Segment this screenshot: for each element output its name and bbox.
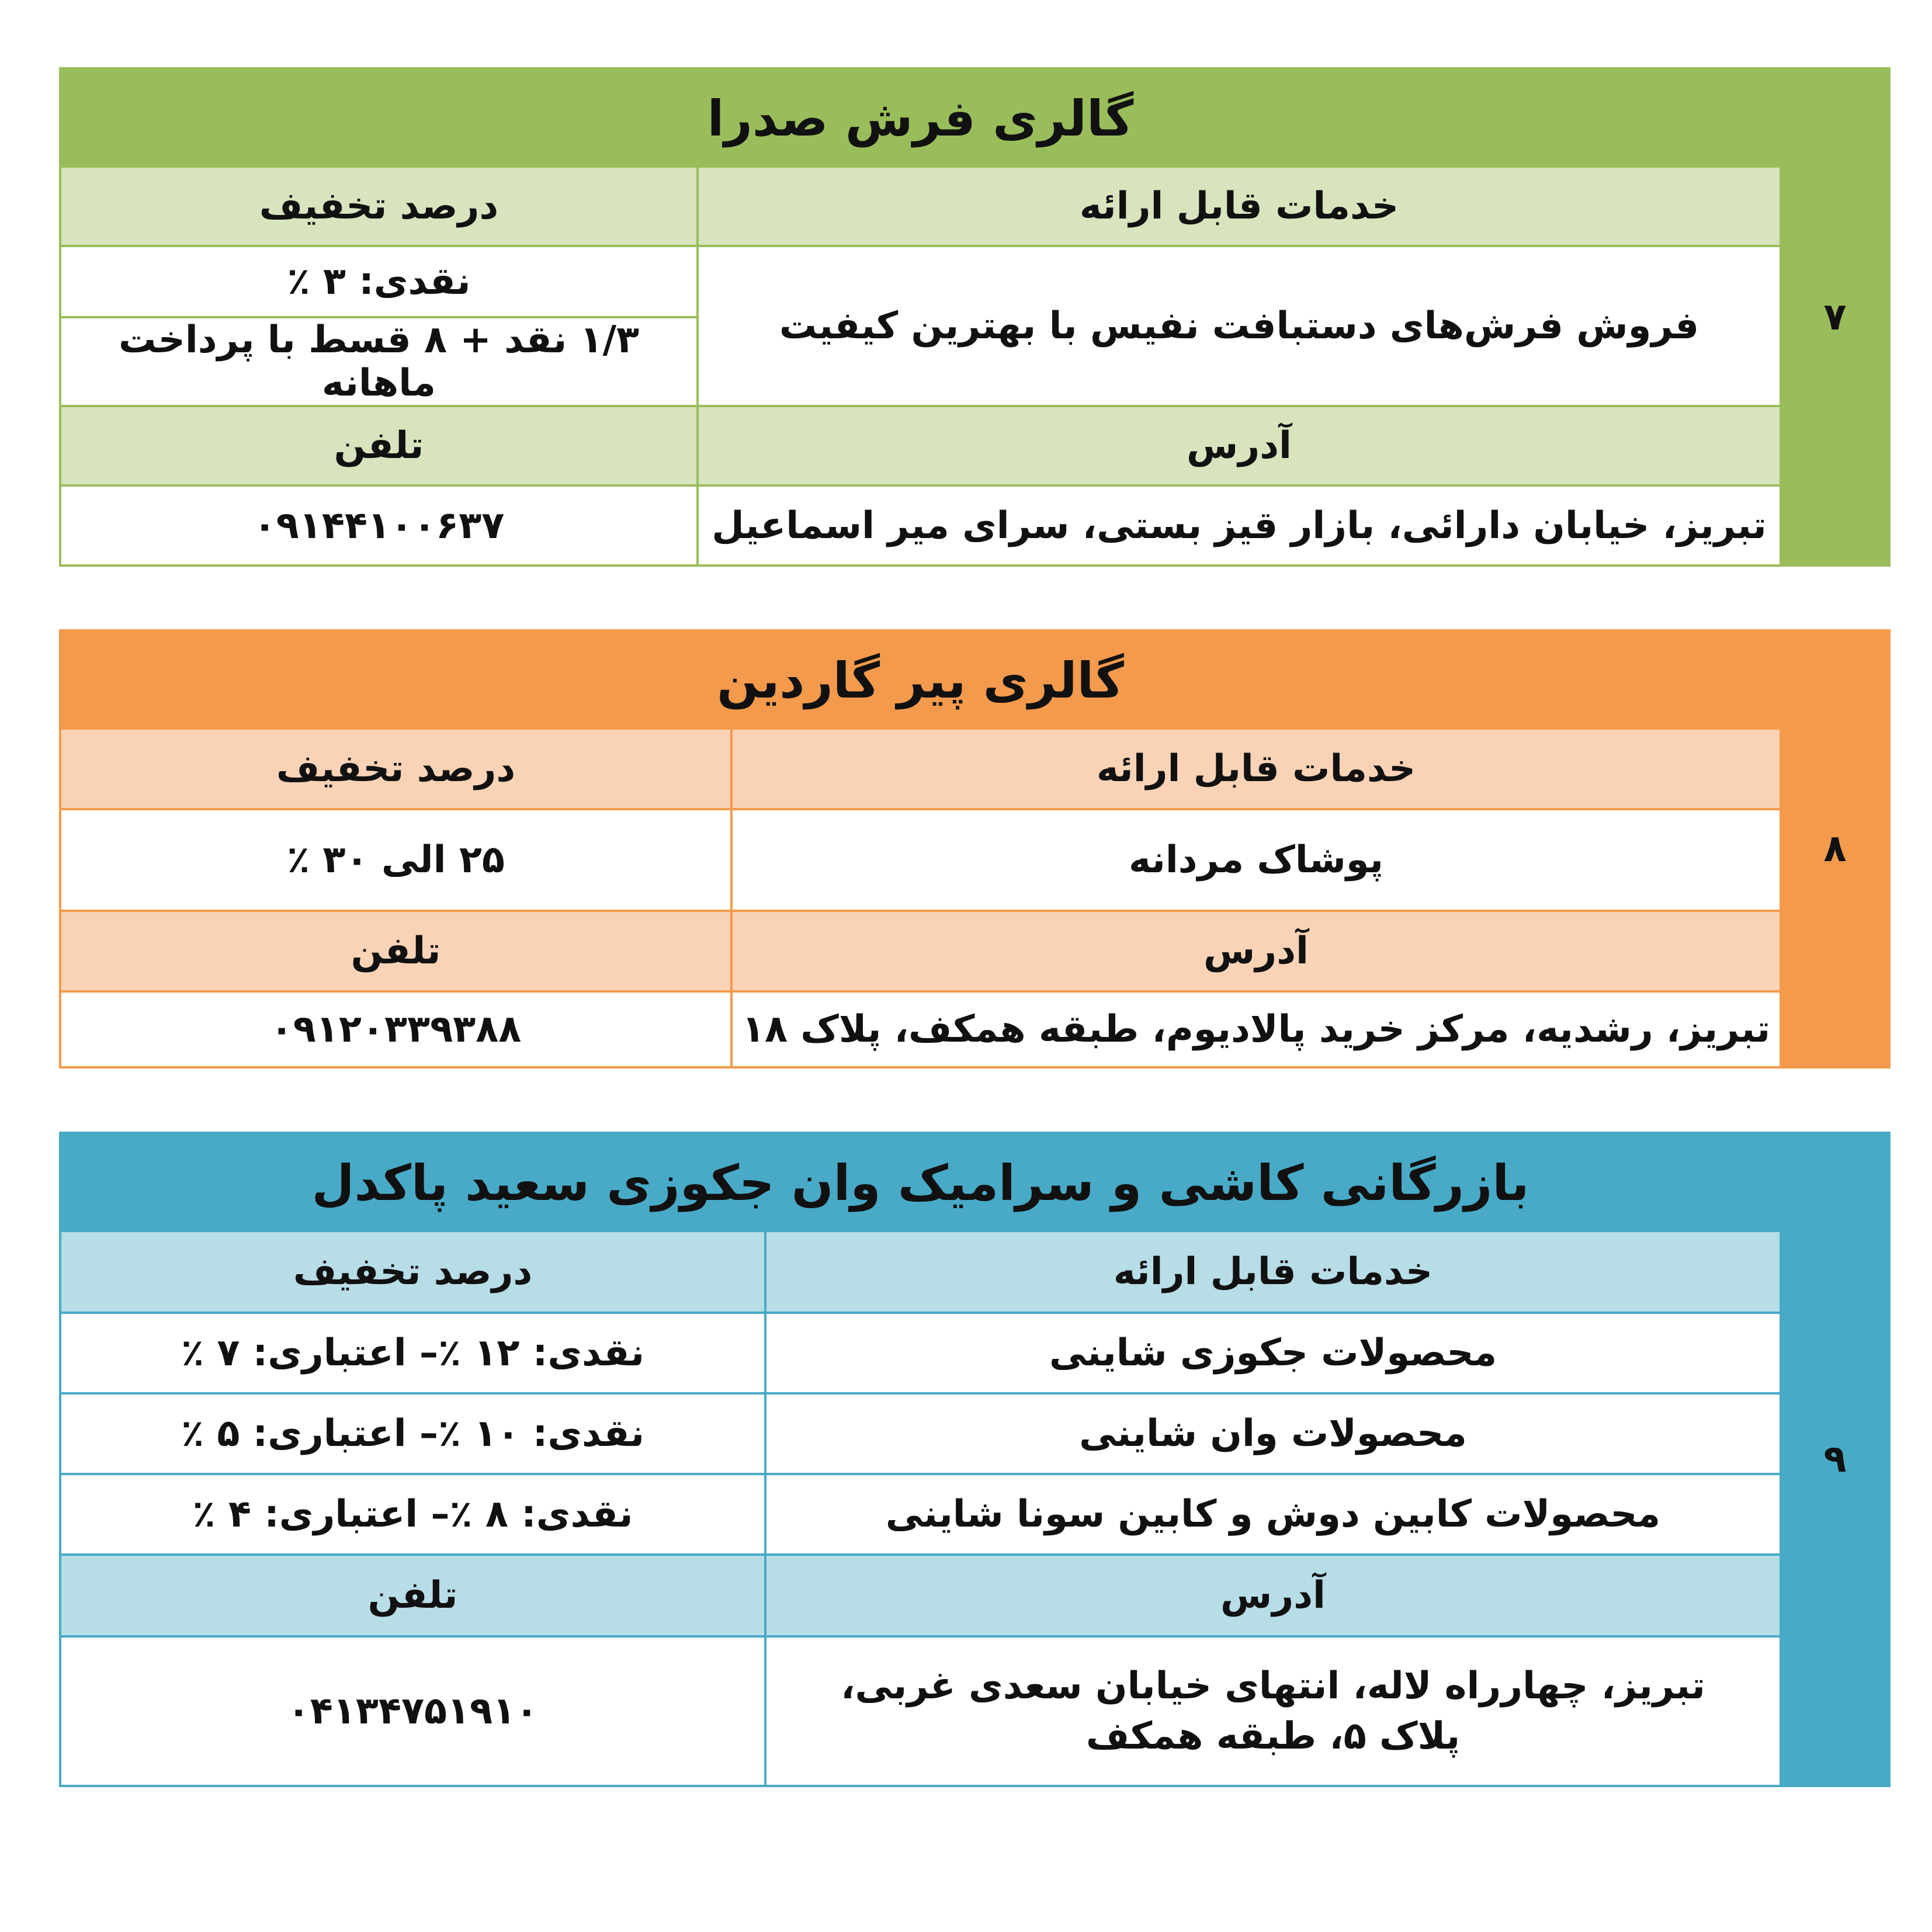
- service-value: محصولات کابین دوش و کابین سونا شاینی: [764, 1475, 1780, 1553]
- services-row: [61, 1475, 1780, 1556]
- address-line: پلاک ۵، طبقه همکف: [1085, 1715, 1461, 1758]
- contact-header-row: [61, 1556, 1780, 1638]
- discount-value: ۱/۳ نقد + ۸ قسط با پرداخت ماهانه: [118, 318, 640, 405]
- header-row: [61, 730, 1780, 810]
- phone-value: ۰۹۱۴۴۱۰۰۶۳۷: [253, 504, 505, 547]
- phone-header: تلفن: [351, 929, 441, 973]
- discount-header: درصد تخفیف: [276, 747, 516, 790]
- contact-header-row: [61, 407, 1780, 487]
- header-row: [61, 168, 1780, 247]
- services-row: [61, 1395, 1780, 1475]
- contact-row: [61, 487, 1780, 564]
- card-title: بازرگانی کاشی و سرامیک وان جکوزی سعید پاکدل: [311, 1154, 1529, 1212]
- discount-header: درصد تخفیف: [259, 185, 499, 228]
- address-line: تبریز، چهارراه لاله، انتهای خیابان سعدی غربی،: [841, 1664, 1705, 1708]
- services-row: [61, 247, 1780, 407]
- discount-value: ۲۵ الی ۳۰ ٪: [287, 838, 505, 882]
- phone-header: تلفن: [367, 1574, 458, 1617]
- services-header: خدمات قابل ارائه: [764, 1232, 1780, 1312]
- phone-value: ۰۹۱۲۰۳۳۹۳۸۸: [270, 1008, 522, 1051]
- card-title: گالری پیر گاردین: [717, 652, 1124, 709]
- service-value: پوشاک مردانه: [730, 810, 1780, 910]
- card-table: [59, 1132, 1780, 1787]
- contact-row: [61, 993, 1780, 1066]
- address-header: آدرس: [730, 912, 1780, 990]
- address-header: آدرس: [696, 407, 1780, 484]
- discount-value: نقدی: ۸ ٪– اعتباری: ۴ ٪: [192, 1493, 633, 1536]
- card-pierre-cardin: [59, 629, 1891, 1069]
- card-title: گالری فرش صدرا: [707, 90, 1134, 147]
- address-value: تبریز، رشدیه، مرکز خرید پالادیوم، طبقه همکف، پلاک ۱۸: [730, 993, 1780, 1066]
- phone-value: ۰۴۱۳۴۷۵۱۹۱۰: [287, 1690, 539, 1733]
- discount-value: نقدی: ۳ ٪: [61, 247, 696, 318]
- card-title-row: [61, 632, 1780, 730]
- address-value: [764, 1638, 1780, 1785]
- discount-header: درصد تخفیف: [293, 1250, 533, 1293]
- service-value: فروش فرش‌های دستبافت نفیس با بهترین کیفیت: [696, 247, 1780, 405]
- address-header: آدرس: [764, 1556, 1780, 1635]
- card-number: ۹: [1780, 1132, 1891, 1787]
- service-value: محصولات جکوزی شاینی: [764, 1314, 1780, 1392]
- services-row: [61, 810, 1780, 912]
- service-value: محصولات وان شاینی: [764, 1395, 1780, 1473]
- card-saeed-pakdel: [59, 1132, 1891, 1787]
- services-row: [61, 1314, 1780, 1395]
- services-header: خدمات قابل ارائه: [696, 168, 1780, 245]
- header-row: [61, 1232, 1780, 1314]
- card-sadra-carpet: [59, 67, 1891, 567]
- discount-value: نقدی: ۱۰ ٪– اعتباری: ۵ ٪: [181, 1412, 645, 1455]
- card-title-row: [61, 70, 1780, 168]
- card-number: ۷: [1780, 67, 1891, 567]
- card-title-row: [61, 1134, 1780, 1232]
- card-number: ۸: [1780, 629, 1891, 1069]
- contact-row: [61, 1638, 1780, 1785]
- card-table: [59, 629, 1780, 1069]
- card-table: [59, 67, 1780, 567]
- phone-header: تلفن: [334, 424, 424, 467]
- address-value: تبریز، خیابان دارائی، بازار قیز بستی، سرای میر اسماعیل: [696, 487, 1780, 564]
- contact-header-row: [61, 912, 1780, 993]
- discount-value: نقدی: ۱۲ ٪– اعتباری: ۷ ٪: [181, 1331, 645, 1375]
- services-header: خدمات قابل ارائه: [730, 730, 1780, 808]
